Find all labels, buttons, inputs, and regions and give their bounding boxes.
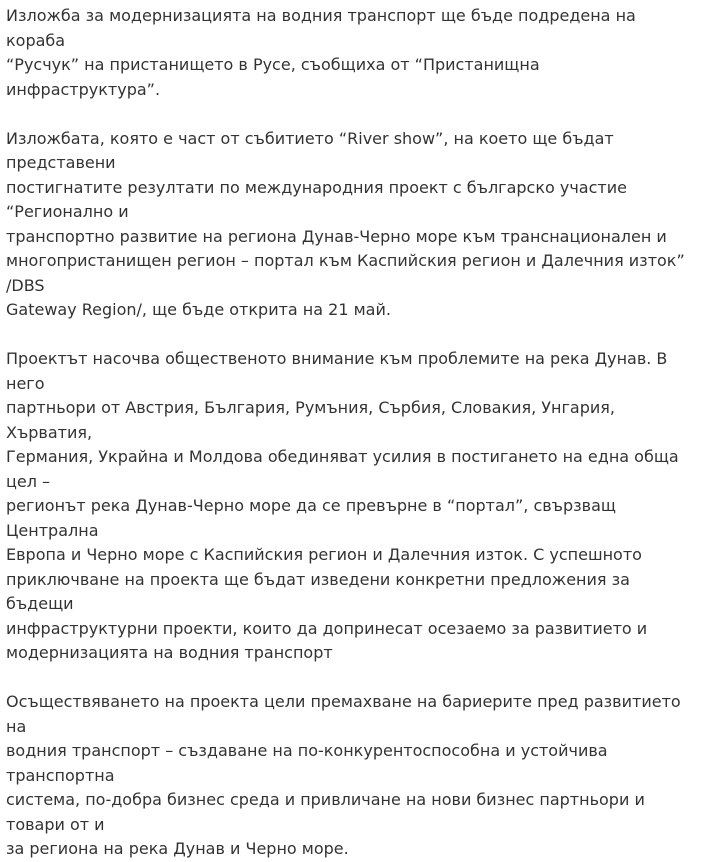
paragraph-river-show: Изложбата, която е част от събитието “River show”, на което ще бъдат представени постигнатите резултати по международния проект с българско участие “Регионално и транспортно развитие на региона Дунав-Черно море към транснационален и многопристанищен регион – портал към Каспийския регион и Далечния изток” /DBS Gateway Region/, ще бъде открита на 21 май. [6, 128, 685, 319]
paragraph-exhibition-intro: Изложба за модернизацията на водния транспорт ще бъде подредена на кораба “Русчук” на пристанището в Русе, съобщиха от “Пристанищна инфраструктура”. [6, 6, 636, 99]
paragraph-project-goals: Осъществяването на проекта цели премахване на бариерите пред развитието на водния транспорт – създаване на по-конкурентоспособна и устойчива транспортна система, по-добра бизнес среда и привличане на нови бизнес партньори и товари от и за региона на река Дунав и Черно море. [6, 692, 681, 858]
paragraph-project-partners: Проектът насочва общественото внимание към проблемите на река Дунав. В него партньори от Австрия, България, Румъния, Сърбия, Словакия, Унгария, Хърватия, Германия, Украйна и Молдова обединяват усилия в постигането на една обща цел – регионът река Дунав-Черно море да се превърне в “портал”, свързващ Централна Европа и Черно море с Каспийския регион и Далечния изток. С успешното приключване на проекта ще бъдат изведени конкретни предложения за бъдещи инфраструктурни проекти, които да допринесат осезаемо за развитието и модернизацията на водния транспорт [6, 349, 679, 662]
